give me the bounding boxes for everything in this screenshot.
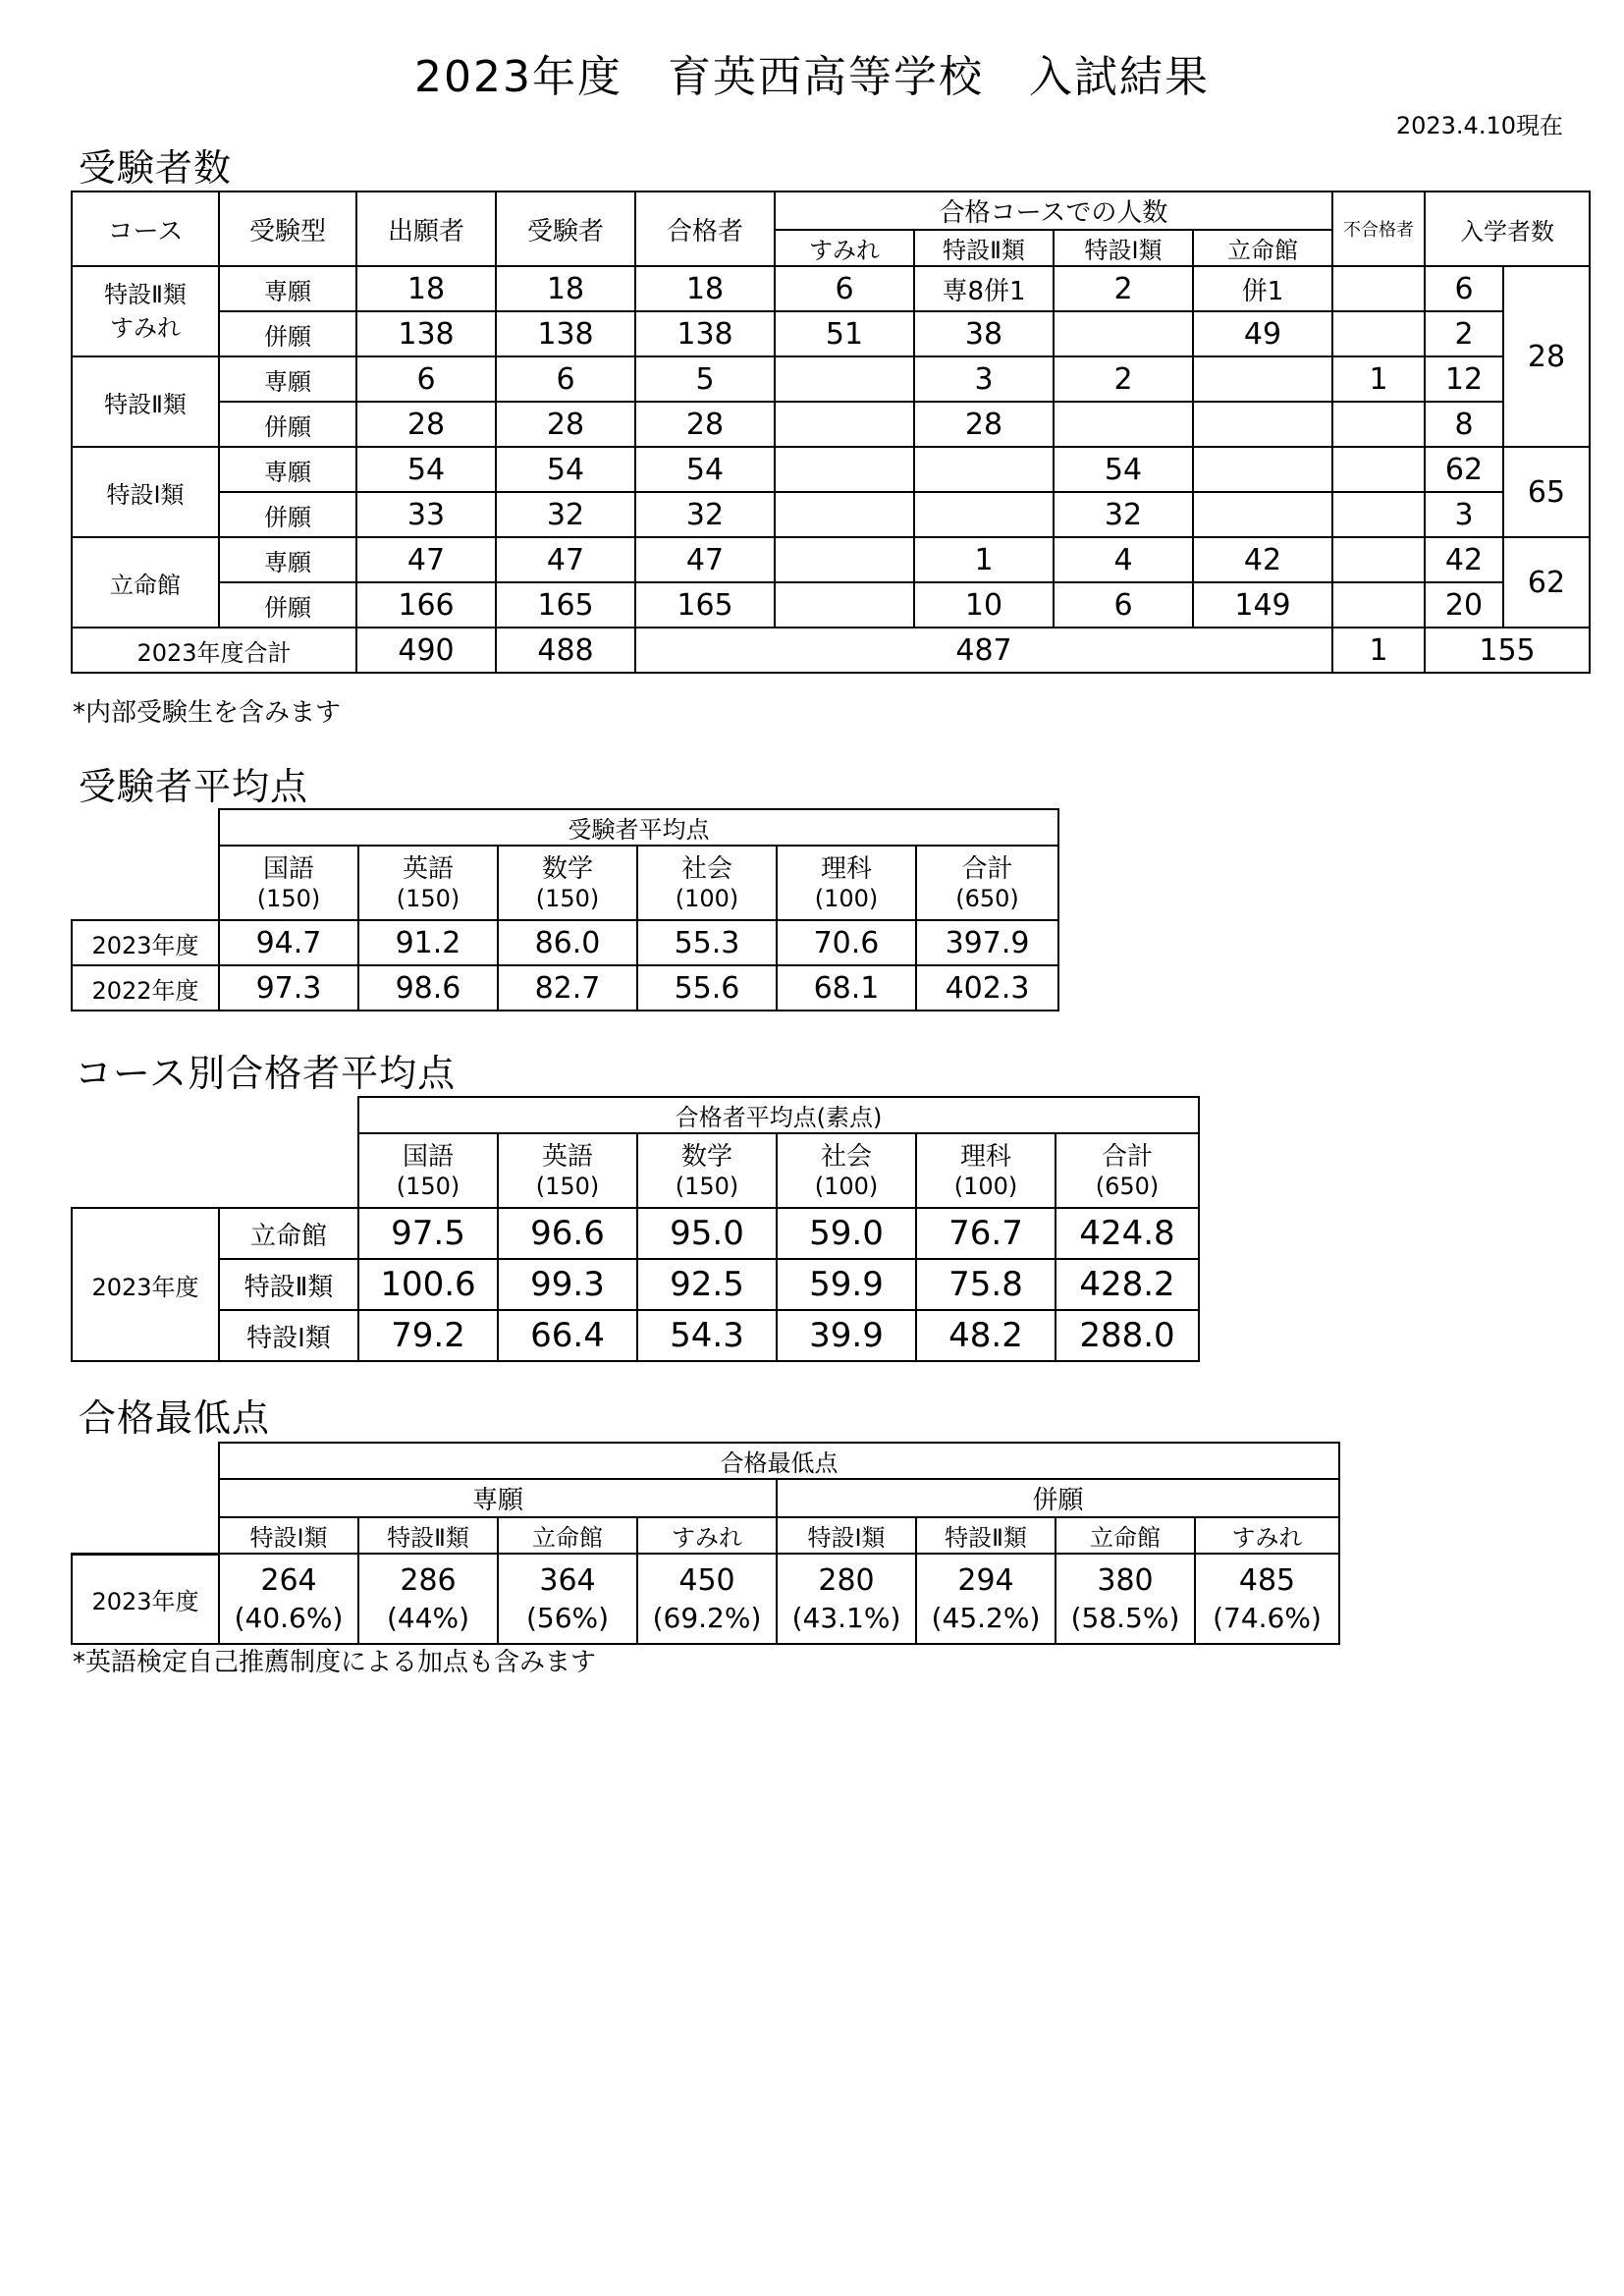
- enroll-cell: 3: [1425, 492, 1503, 537]
- score-cell: 59.9: [777, 1259, 916, 1310]
- enroll-cell: 6: [1425, 266, 1503, 311]
- tokusetsu1-cell: [1054, 402, 1193, 447]
- score-cell: 92.5: [637, 1259, 777, 1310]
- ritsumeikan-cell: [1193, 492, 1332, 537]
- course-header: すみれ: [637, 1517, 777, 1554]
- type-cell: 併願: [219, 582, 356, 628]
- course-cell: 立命館: [72, 537, 219, 628]
- fail-cell: [1332, 537, 1425, 582]
- score-cell: 100.6: [358, 1259, 498, 1310]
- heikan-header: 併願: [777, 1479, 1339, 1517]
- min-score-header: 合格最低点: [219, 1443, 1339, 1479]
- score-cell: 94.7: [219, 920, 358, 965]
- score-cell: 288.0: [1056, 1310, 1199, 1361]
- course-header: 特設Ⅰ類: [777, 1517, 916, 1554]
- col-course: コース: [72, 191, 219, 266]
- subject-header: 社会 (100): [777, 1133, 916, 1208]
- tokusetsu1-cell: 4: [1054, 537, 1193, 582]
- total-examinees: 488: [496, 628, 635, 673]
- enroll-cell: 2: [1425, 311, 1503, 356]
- tokusetsu2-cell: 1: [914, 537, 1054, 582]
- table-row: [72, 447, 1590, 492]
- section-title-min-score: 合格最低点: [79, 1396, 271, 1440]
- score-cell: 98.6: [358, 965, 498, 1011]
- score-cell: 70.6: [777, 920, 916, 965]
- course-cell: 立命館: [219, 1208, 358, 1259]
- sumire-cell: [775, 582, 914, 628]
- type-cell: 専願: [219, 356, 356, 402]
- type-cell: 専願: [219, 447, 356, 492]
- sumire-cell: [775, 447, 914, 492]
- passed-cell: 138: [635, 311, 775, 356]
- col-sub-tokusetsu2: 特設Ⅱ類: [914, 230, 1054, 266]
- min-score-cell: 485 (74.6%): [1195, 1554, 1339, 1644]
- score-cell: 97.5: [358, 1208, 498, 1259]
- sumire-cell: [775, 402, 914, 447]
- table-row: [72, 965, 1058, 1011]
- subject-header: 英語 (150): [498, 1133, 637, 1208]
- examinees-cell: 32: [496, 492, 635, 537]
- tokusetsu2-cell: 38: [914, 311, 1054, 356]
- course-avg-header: 合格者平均点(素点): [358, 1097, 1199, 1133]
- applicants-cell: 54: [356, 447, 496, 492]
- course-header: 特設Ⅱ類: [916, 1517, 1056, 1554]
- course-cell: [72, 266, 219, 356]
- total-label: 2023年度合計: [72, 628, 356, 673]
- col-passed: 合格者: [635, 191, 775, 266]
- course-header: 立命館: [498, 1517, 637, 1554]
- tokusetsu1-cell: 2: [1054, 266, 1193, 311]
- applicants-cell: 138: [356, 311, 496, 356]
- examinee-avg-table: [71, 808, 1059, 1011]
- enroll-total-cell: 65: [1503, 447, 1590, 537]
- total-passed: 487: [635, 628, 1332, 673]
- score-cell: 428.2: [1056, 1259, 1199, 1310]
- course-cell: 特設Ⅰ類: [72, 447, 219, 537]
- year-cell: 2022年度: [72, 965, 219, 1011]
- tokusetsu2-cell: [914, 492, 1054, 537]
- enroll-cell: 20: [1425, 582, 1503, 628]
- sumire-cell: [775, 356, 914, 402]
- section-title-examinees: 受験者数: [79, 146, 233, 190]
- tokusetsu1-cell: 54: [1054, 447, 1193, 492]
- passed-cell: 28: [635, 402, 775, 447]
- examinees-cell: 47: [496, 537, 635, 582]
- ritsumeikan-cell: 併1: [1193, 266, 1332, 311]
- passed-cell: 32: [635, 492, 775, 537]
- course-header: 特設Ⅰ類: [219, 1517, 358, 1554]
- course-name: 特設Ⅱ類: [104, 281, 187, 308]
- course-header: すみれ: [1195, 1517, 1339, 1554]
- fail-cell: [1332, 492, 1425, 537]
- passed-cell: 54: [635, 447, 775, 492]
- course-name-2: すみれ: [110, 314, 181, 342]
- fail-cell: [1332, 447, 1425, 492]
- tokusetsu2-cell: 専8併1: [914, 266, 1054, 311]
- examinees-cell: 165: [496, 582, 635, 628]
- year-cell: 2023年度: [72, 1554, 219, 1644]
- sumire-cell: 6: [775, 266, 914, 311]
- score-cell: 55.6: [637, 965, 777, 1011]
- ritsumeikan-cell: 49: [1193, 311, 1332, 356]
- applicants-cell: 33: [356, 492, 496, 537]
- enroll-cell: 8: [1425, 402, 1503, 447]
- tokusetsu1-cell: 6: [1054, 582, 1193, 628]
- enroll-cell: 12: [1425, 356, 1503, 402]
- note-eiken: *英語検定自己推薦制度による加点も含みます: [73, 1648, 597, 1677]
- course-avg-table: [71, 1096, 1200, 1362]
- examinee-avg-header: 受験者平均点: [219, 809, 1058, 846]
- table-row: [72, 582, 1590, 628]
- min-score-cell: 364 (56%): [498, 1554, 637, 1644]
- tokusetsu1-cell: 32: [1054, 492, 1193, 537]
- applicants-cell: 6: [356, 356, 496, 402]
- table-row: [72, 1554, 1339, 1644]
- course-header: 立命館: [1056, 1517, 1195, 1554]
- tokusetsu2-cell: 28: [914, 402, 1054, 447]
- ritsumeikan-cell: 42: [1193, 537, 1332, 582]
- score-cell: 68.1: [777, 965, 916, 1011]
- score-cell: 76.7: [916, 1208, 1056, 1259]
- applicants-cell: 28: [356, 402, 496, 447]
- min-score-cell: 380 (58.5%): [1056, 1554, 1195, 1644]
- subject-header: 国語 (150): [219, 846, 358, 920]
- total-enroll: 155: [1425, 628, 1590, 673]
- col-course-pass: 合格コースでの人数: [775, 191, 1332, 230]
- col-sub-sumire: すみれ: [775, 230, 914, 266]
- enroll-cell: 62: [1425, 447, 1503, 492]
- passed-cell: 18: [635, 266, 775, 311]
- tokusetsu2-cell: 10: [914, 582, 1054, 628]
- min-score-cell: 280 (43.1%): [777, 1554, 916, 1644]
- passed-cell: 165: [635, 582, 775, 628]
- col-sub-tokusetsu1: 特設Ⅰ類: [1054, 230, 1193, 266]
- blank-corner: [72, 1443, 219, 1554]
- score-cell: 79.2: [358, 1310, 498, 1361]
- subject-header: 社会 (100): [637, 846, 777, 920]
- tokusetsu1-cell: [1054, 311, 1193, 356]
- total-applicants: 490: [356, 628, 496, 673]
- blank-corner: [72, 1097, 358, 1208]
- subject-header: 国語 (150): [358, 1133, 498, 1208]
- type-cell: 専願: [219, 266, 356, 311]
- table-row: [72, 402, 1590, 447]
- score-cell: 99.3: [498, 1259, 637, 1310]
- score-cell: 96.6: [498, 1208, 637, 1259]
- blank-corner: [72, 809, 219, 920]
- course-header: 特設Ⅱ類: [358, 1517, 498, 1554]
- type-cell: 専願: [219, 537, 356, 582]
- type-cell: 併願: [219, 492, 356, 537]
- ritsumeikan-cell: 149: [1193, 582, 1332, 628]
- applicants-cell: 18: [356, 266, 496, 311]
- examinees-cell: 138: [496, 311, 635, 356]
- col-fail: 不合格者: [1332, 191, 1425, 266]
- examinees-cell: 6: [496, 356, 635, 402]
- min-score-cell: 294 (45.2%): [916, 1554, 1056, 1644]
- passed-cell: 5: [635, 356, 775, 402]
- subject-header: 合計 (650): [916, 846, 1058, 920]
- col-type: 受験型: [219, 191, 356, 266]
- examinees-cell: 54: [496, 447, 635, 492]
- course-cell: 特設Ⅱ類: [72, 356, 219, 447]
- course-cell: 特設Ⅰ類: [219, 1310, 358, 1361]
- score-cell: 402.3: [916, 965, 1058, 1011]
- table-row: [72, 920, 1058, 965]
- score-cell: 48.2: [916, 1310, 1056, 1361]
- score-cell: 54.3: [637, 1310, 777, 1361]
- min-score-cell: 286 (44%): [358, 1554, 498, 1644]
- sumire-cell: 51: [775, 311, 914, 356]
- sumire-cell: [775, 492, 914, 537]
- fail-cell: [1332, 402, 1425, 447]
- score-cell: 97.3: [219, 965, 358, 1011]
- total-row: [72, 628, 1590, 673]
- type-cell: 併願: [219, 402, 356, 447]
- table-row: [72, 537, 1590, 582]
- table-row: [72, 1259, 1199, 1310]
- score-cell: 397.9: [916, 920, 1058, 965]
- year-cell: 2023年度: [72, 920, 219, 965]
- score-cell: 95.0: [637, 1208, 777, 1259]
- score-cell: 55.3: [637, 920, 777, 965]
- col-examinees: 受験者: [496, 191, 635, 266]
- fail-cell: [1332, 582, 1425, 628]
- subject-header: 理科 (100): [916, 1133, 1056, 1208]
- score-cell: 86.0: [498, 920, 637, 965]
- col-enroll: 入学者数: [1425, 191, 1590, 266]
- table-row: [72, 492, 1590, 537]
- enroll-cell: 42: [1425, 537, 1503, 582]
- applicants-cell: 166: [356, 582, 496, 628]
- col-sub-ritsumeikan: 立命館: [1193, 230, 1332, 266]
- score-cell: 75.8: [916, 1259, 1056, 1310]
- passed-cell: 47: [635, 537, 775, 582]
- score-cell: 91.2: [358, 920, 498, 965]
- senkan-header: 専願: [219, 1479, 777, 1517]
- score-cell: 39.9: [777, 1310, 916, 1361]
- table-row: [72, 311, 1590, 356]
- tokusetsu2-cell: 3: [914, 356, 1054, 402]
- page-title: 2023年度 育英西高等学校 入試結果: [414, 52, 1210, 102]
- min-score-cell: 450 (69.2%): [637, 1554, 777, 1644]
- ritsumeikan-cell: [1193, 402, 1332, 447]
- min-score-cell: 264 (40.6%): [219, 1554, 358, 1644]
- table-row: [72, 1310, 1199, 1361]
- subject-header: 理科 (100): [777, 846, 916, 920]
- ritsumeikan-cell: [1193, 447, 1332, 492]
- table-row: [72, 266, 1590, 311]
- enroll-total-cell: 62: [1503, 537, 1590, 628]
- applicants-cell: 47: [356, 537, 496, 582]
- subject-header: 数学 (150): [637, 1133, 777, 1208]
- fail-cell: 1: [1332, 356, 1425, 402]
- score-cell: 82.7: [498, 965, 637, 1011]
- fail-cell: [1332, 311, 1425, 356]
- tokusetsu1-cell: 2: [1054, 356, 1193, 402]
- subject-header: 数学 (150): [498, 846, 637, 920]
- table-row: [72, 356, 1590, 402]
- section-title-course-avg: コース別合格者平均点: [75, 1052, 457, 1095]
- score-cell: 66.4: [498, 1310, 637, 1361]
- sumire-cell: [775, 537, 914, 582]
- course-cell: 特設Ⅱ類: [219, 1259, 358, 1310]
- as-of-date: 2023.4.10現在: [1395, 112, 1563, 139]
- examinees-cell: 18: [496, 266, 635, 311]
- subject-header: 英語 (150): [358, 846, 498, 920]
- col-applicants: 出願者: [356, 191, 496, 266]
- year-cell: 2023年度: [72, 1208, 219, 1361]
- table-row: [72, 1208, 1199, 1259]
- ritsumeikan-cell: [1193, 356, 1332, 402]
- subject-header: 合計 (650): [1056, 1133, 1199, 1208]
- section-title-examinee-avg: 受験者平均点: [79, 765, 309, 808]
- fail-cell: [1332, 266, 1425, 311]
- score-cell: 424.8: [1056, 1208, 1199, 1259]
- tokusetsu2-cell: [914, 447, 1054, 492]
- enroll-total-cell: 28: [1503, 266, 1590, 447]
- score-cell: 59.0: [777, 1208, 916, 1259]
- total-fail: 1: [1332, 628, 1425, 673]
- examinees-cell: 28: [496, 402, 635, 447]
- type-cell: 併願: [219, 311, 356, 356]
- examinees-table: [71, 191, 1591, 674]
- min-score-table: [71, 1442, 1340, 1645]
- note-internal: *内部受験生を含みます: [73, 698, 342, 728]
